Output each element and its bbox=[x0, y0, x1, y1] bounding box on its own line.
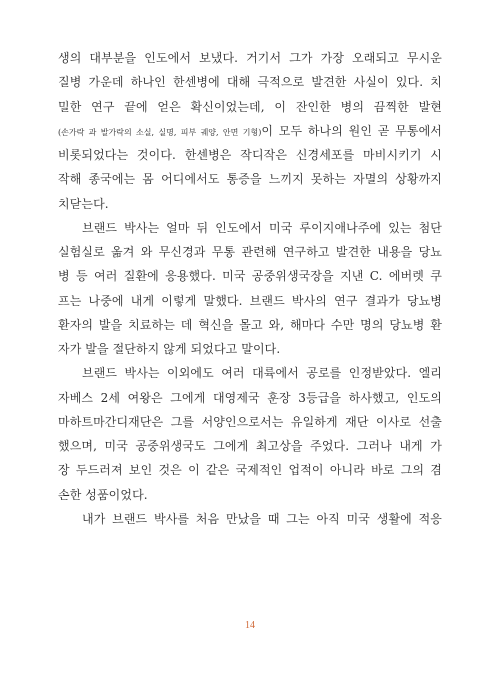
text-line: 프는 나중에 내게 이렇게 말했다. 브랜드 박사의 연구 결과가 당뇨병 bbox=[58, 293, 442, 308]
text-line: 자베스 2세 여왕은 그에게 대영제국 훈장 3등급을 하사했고, 인도의 bbox=[58, 390, 442, 405]
parenthetical-close: ) bbox=[258, 127, 262, 137]
text-fragment: 이 모두 하나의 원인 곧 무통에서 bbox=[261, 123, 442, 138]
body-text bbox=[58, 46, 442, 531]
text-line: 병 등 여러 질환에 응용했다. 미국 공중위생국장을 지낸 C. 에버렛 쿠 bbox=[58, 269, 442, 284]
text-line: 브랜드 박사는 이외에도 여러 대륙에서 공로를 인정받았다. 엘리 bbox=[82, 366, 442, 381]
text-line: 밀한 연구 끝에 얻은 확신이었는데, 이 잔인한 병의 끔찍한 발현 bbox=[58, 99, 442, 114]
text-line: 손한 성품이었다. bbox=[58, 487, 148, 502]
text-line: 질병 가운데 하나인 한센병에 대해 극적으로 발견한 사실이 있다. 치 bbox=[58, 75, 442, 90]
text-line: 마하트마간디재단은 그를 서양인으로서는 유일하게 재단 이사로 선출 bbox=[58, 414, 442, 429]
text-line: 내가 브랜드 박사를 처음 만났을 때 그는 아직 미국 생활에 적응 bbox=[82, 511, 442, 526]
text-line bbox=[58, 119, 442, 143]
text-line: 비롯되었다는 것이다. 한센병은 작디작은 신경세포를 마비시키기 시 bbox=[58, 148, 442, 162]
parenthetical-note: (손가락 bbox=[58, 127, 89, 137]
text-line: 했으며, 미국 공중위생국도 그에게 최고상을 주었다. 그러나 내게 가 bbox=[58, 439, 442, 453]
text-line: 작해 종국에는 몸 어디에서도 통증을 느끼지 못하는 자멸의 상황까지 bbox=[58, 172, 442, 187]
text-line: 치닫는다. bbox=[58, 196, 109, 211]
text-line: 실험실로 옮겨 와 무신경과 무통 관련해 연구하고 발견한 내용을 당뇨 bbox=[58, 245, 442, 259]
text-line: 장 두드러져 보인 것은 이 같은 국제적인 업적이 아니라 바로 그의 겸 bbox=[58, 463, 442, 478]
text-line: 브랜드 박사는 얼마 뒤 인도에서 미국 루이지애나주에 있는 첨단 bbox=[82, 220, 442, 235]
text-line: 생의 대부분을 인도에서 보냈다. 거기서 그가 가장 오래되고 무시운 bbox=[58, 51, 442, 65]
parenthetical-note: 과 발가락의 소실, 실명, 피부 궤양, 안면 기형 bbox=[88, 127, 259, 137]
page-number: 14 bbox=[245, 620, 255, 631]
text-line: 환자의 발을 치료하는 데 혁신을 몰고 와, 해마다 수만 명의 당뇨병 환 bbox=[58, 317, 442, 332]
text-line: 자가 발을 절단하지 않게 되었다고 말이다. bbox=[58, 342, 281, 356]
